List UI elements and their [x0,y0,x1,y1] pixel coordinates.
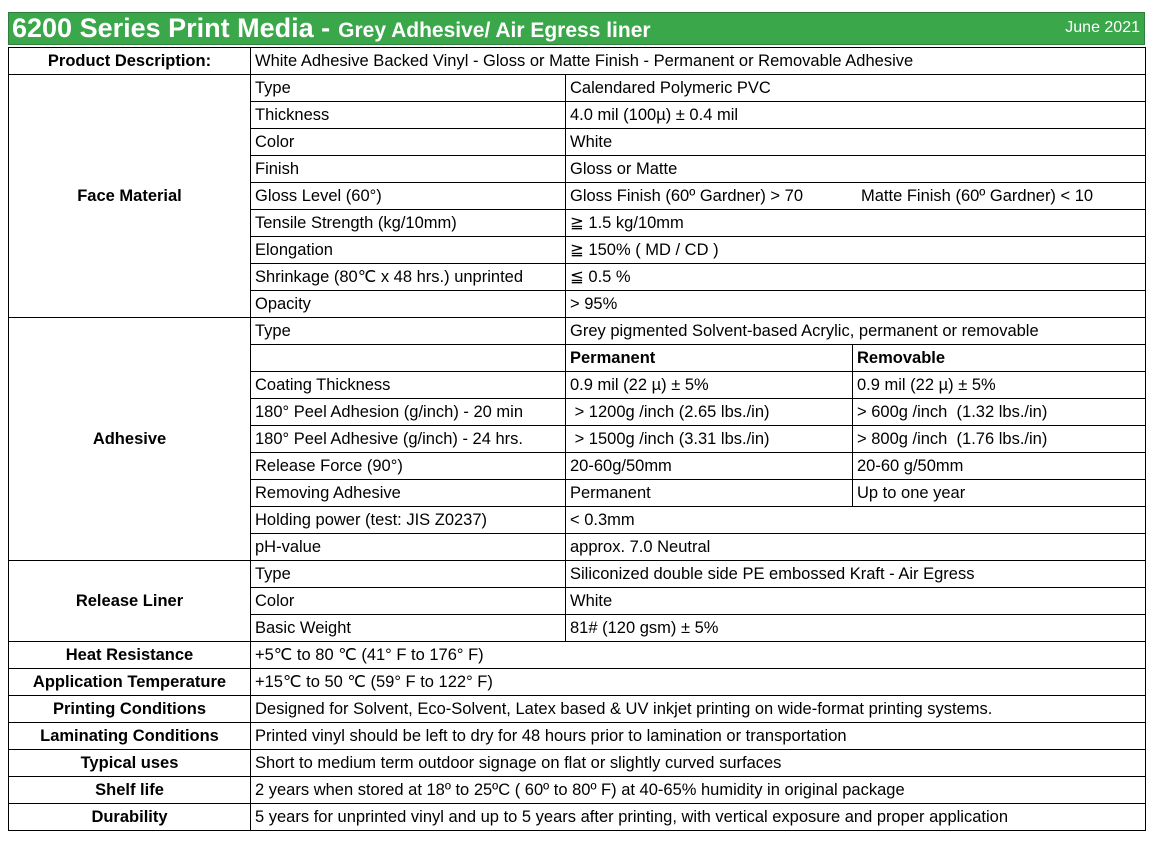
typical-uses-value: Short to medium term outdoor signage on flat or slightly curved surfaces [251,750,1146,777]
permanent-value: > 1200g /inch (2.65 lbs./in) [566,399,853,426]
property-name: Elongation [251,237,566,264]
matte-finish-value: Matte Finish (60º Gardner) < 10 [861,187,1094,205]
durability-value: 5 years for unprinted vinyl and up to 5 years after printing, with vertical exposure and proper application [251,804,1146,831]
property-name: 180° Peel Adhesive (g/inch) - 24 hrs. [251,426,566,453]
property-name: Type [251,318,566,345]
table-row [9,750,1146,777]
property-value: Calendared Polymeric PVC [566,75,1146,102]
property-value: 81# (120 gsm) ± 5% [566,615,1146,642]
property-name: Removing Adhesive [251,480,566,507]
release-liner-label: Release Liner [9,561,251,642]
table-row [9,75,1146,102]
face-material-label: Face Material [9,75,251,318]
laminating-conditions-label: Laminating Conditions [9,723,251,750]
property-name: Type [251,75,566,102]
removable-column-header: Removable [853,345,1146,372]
table-row [9,777,1146,804]
property-name: Gloss Level (60°) [251,183,566,210]
property-name: Thickness [251,102,566,129]
permanent-value: 20-60g/50mm [566,453,853,480]
table-row [9,48,1146,75]
property-value: White [566,129,1146,156]
removable-value: > 600g /inch (1.32 lbs./in) [853,399,1146,426]
property-value: < 0.3mm [566,507,1146,534]
property-name: Basic Weight [251,615,566,642]
property-value: Grey pigmented Solvent-based Acrylic, permanent or removable [566,318,1146,345]
page-subtitle: Grey Adhesive/ Air Egress liner [338,18,651,42]
property-name: Finish [251,156,566,183]
property-value: White [566,588,1146,615]
table-row [9,318,1146,345]
permanent-value: > 1500g /inch (3.31 lbs./in) [566,426,853,453]
typical-uses-label: Typical uses [9,750,251,777]
durability-label: Durability [9,804,251,831]
application-temperature-label: Application Temperature [9,669,251,696]
table-row [9,723,1146,750]
permanent-value: 0.9 mil (22 µ) ± 5% [566,372,853,399]
property-name: Release Force (90°) [251,453,566,480]
property-value: Siliconized double side PE embossed Kraft - Air Egress [566,561,1146,588]
printing-conditions-value: Designed for Solvent, Eco-Solvent, Latex based & UV inkjet printing on wide-format printing systems. [251,696,1146,723]
permanent-value: Permanent [566,480,853,507]
product-description-label: Product Description: [9,48,251,75]
spec-table [8,47,1146,831]
gloss-finish-value: Gloss Finish (60º Gardner) > 70 [570,187,803,205]
table-row [9,642,1146,669]
heat-resistance-label: Heat Resistance [9,642,251,669]
table-row [9,669,1146,696]
removable-value: Up to one year [853,480,1146,507]
shelf-life-value: 2 years when stored at 18º to 25ºC ( 60º to 80º F) at 40-65% humidity in original package [251,777,1146,804]
adhesive-label: Adhesive [9,318,251,561]
shelf-life-label: Shelf life [9,777,251,804]
page-title: 6200 Series Print Media - [12,13,331,43]
property-name: Color [251,588,566,615]
property-value: ≦ 0.5 % [566,264,1146,291]
property-value: 4.0 mil (100µ) ± 0.4 mil [566,102,1146,129]
removable-value: 0.9 mil (22 µ) ± 5% [853,372,1146,399]
property-name: pH-value [251,534,566,561]
property-value: approx. 7.0 Neutral [566,534,1146,561]
application-temperature-value: +15℃ to 50 ℃ (59° F to 122° F) [251,669,1146,696]
removable-value: 20-60 g/50mm [853,453,1146,480]
property-value: > 95% [566,291,1146,318]
property-name: Type [251,561,566,588]
table-row [9,696,1146,723]
title-banner [8,12,1145,45]
property-name: Holding power (test: JIS Z0237) [251,507,566,534]
table-row [9,561,1146,588]
property-value: ≧ 150% ( MD / CD ) [566,237,1146,264]
permanent-column-header: Permanent [566,345,853,372]
laminating-conditions-value: Printed vinyl should be left to dry for 48 hours prior to lamination or transportation [251,723,1146,750]
property-name: Opacity [251,291,566,318]
property-name: Shrinkage (80℃ x 48 hrs.) unprinted [251,264,566,291]
property-value [566,183,1146,210]
revision-date: June 2021 [1065,19,1140,36]
property-value: ≧ 1.5 kg/10mm [566,210,1146,237]
table-row [9,804,1146,831]
removable-value: > 800g /inch (1.76 lbs./in) [853,426,1146,453]
property-name: Coating Thickness [251,372,566,399]
property-name: 180° Peel Adhesion (g/inch) - 20 min [251,399,566,426]
property-value: Gloss or Matte [566,156,1146,183]
property-name: Color [251,129,566,156]
printing-conditions-label: Printing Conditions [9,696,251,723]
empty-cell [251,345,566,372]
property-name: Tensile Strength (kg/10mm) [251,210,566,237]
heat-resistance-value: +5℃ to 80 ℃ (41° F to 176° F) [251,642,1146,669]
product-description-value: White Adhesive Backed Vinyl - Gloss or Matte Finish - Permanent or Removable Adhesive [251,48,1146,75]
